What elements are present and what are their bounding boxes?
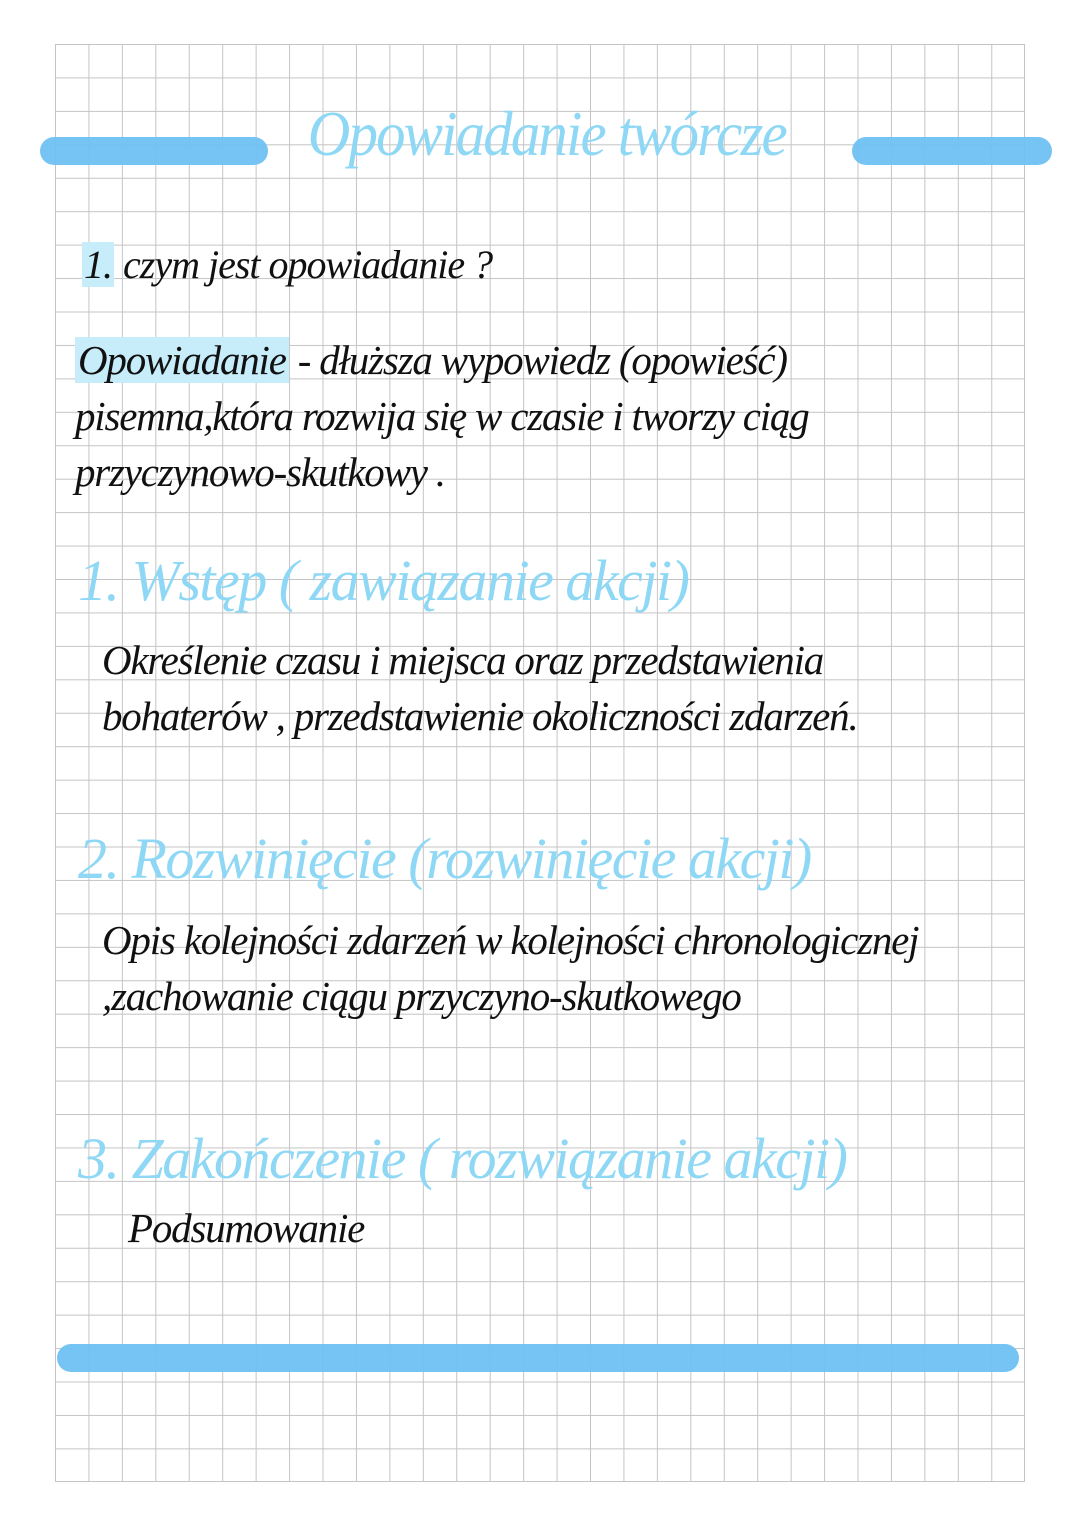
definition-term: Opowiadanie (75, 337, 289, 383)
question-heading (82, 240, 492, 290)
section-heading-development: 2. Rozwinięcie (rozwinięcie akcji) (78, 826, 811, 891)
section-body-ending: Podsumowanie (128, 1205, 365, 1251)
section-heading-intro: 1. Wstęp ( zawiązanie akcji) (78, 548, 689, 613)
section-body-development: Opis kolejności zdarzeń w kolejności chronologicznej ,zachowanie ciągu przyczyno-skutkowego (102, 917, 919, 1019)
question-text: czym jest opowiadanie ? (114, 242, 493, 287)
definition-text: - dłuższa wypowiedz (opowieść) pisemna,która rozwija się w czasie i tworzy ciąg przyczynowo-skutkowy . (75, 337, 809, 495)
section-heading-ending: 3. Zakończenie ( rozwiązanie akcji) (78, 1126, 847, 1191)
bottom-divider-bar (57, 1344, 1019, 1372)
section-body-intro: Określenie czasu i miejsca oraz przedstawienia bohaterów , przedstawienie okoliczności zdarzeń. (102, 637, 858, 739)
title-bar-left (40, 137, 268, 165)
question-number: 1. (84, 242, 112, 287)
page-title: Opowiadanie twórcze (307, 98, 786, 169)
title-bar-right (852, 137, 1052, 165)
definition-paragraph (75, 332, 955, 500)
